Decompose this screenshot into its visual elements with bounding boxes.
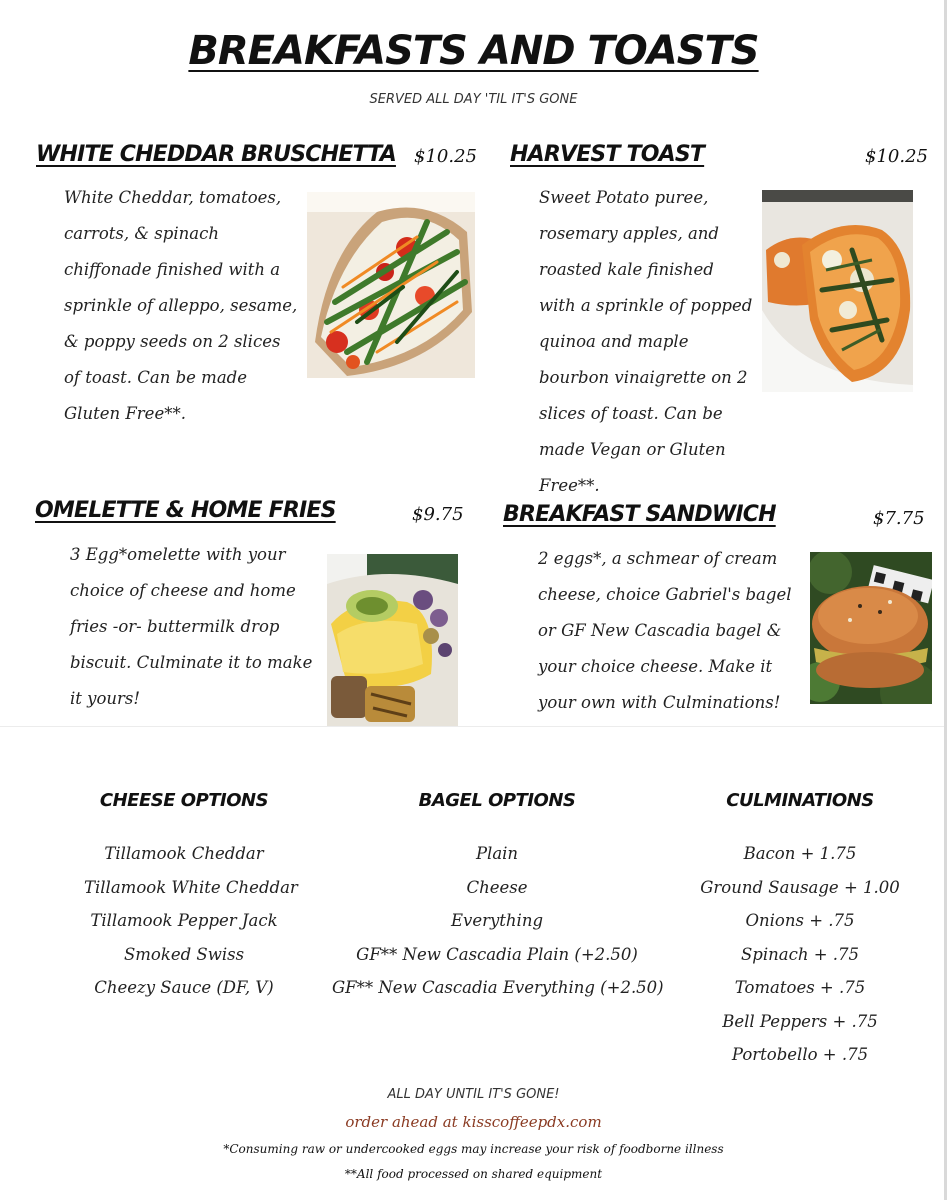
bagel-options-heading: BAGEL OPTIONS [418,790,576,811]
option-item: Ground Sausage + 1.00 [700,877,900,897]
item-desc-bruschetta: White Cheddar, tomatoes, carrots, & spinach chiffonade finished with a sprinkle of alleppo, sesame, & poppy seeds on 2 slices of toast. Can be made Gluten Free**. [64,188,298,423]
option-item: Tillamook White Cheddar [84,877,298,897]
option-item: GF** New Cascadia Everything (+2.50) [332,978,664,997]
item-name-sandwich: BREAKFAST SANDWICH [503,502,776,527]
option-item: Bacon + 1.75 [743,844,857,863]
menu-subtitle: SERVED ALL DAY 'TIL IT'S GONE [369,92,578,107]
item-desc-harvest: Sweet Potato puree, rosemary apples, and roasted kale finished with a sprinkle of popped quinoa and maple bourbon vinaigrette on 2 slices of toast. Can be made Vegan or Gluten Free**. [539,188,753,495]
item-price-sandwich: $7.75 [873,508,925,529]
item-price-omelette: $9.75 [412,504,464,525]
menu-title: BREAKFASTS AND TOASTS [188,28,759,74]
sandwich-photo [810,552,932,704]
eggs-warning: *Consuming raw or undercooked eggs may increase your risk of foodborne illness [223,1142,724,1156]
option-item: Plain [475,844,519,863]
item-desc-omelette: 3 Egg*omelette with your choice of cheese and home fries -or- buttermilk drop biscuit. Culminate it to make it yours! [70,545,313,708]
section-divider [0,726,944,727]
option-item: Spinach + .75 [740,944,860,964]
item-price-harvest: $10.25 [865,146,928,167]
item-desc-sandwich: 2 eggs*, a schmear of cream cheese, choice Gabriel's bagel or GF New Cascadia bagel & your choice cheese. Make it your own with Culminations! [538,549,792,712]
option-item: Onions + .75 [745,911,855,930]
omelette-photo [327,554,458,727]
option-item: Cheese [466,877,528,897]
footer-tagline: ALL DAY UNTIL IT'S GONE! [387,1087,560,1102]
option-item: GF** New Cascadia Plain (+2.50) [356,944,638,964]
option-item: Smoked Swiss [123,944,245,964]
order-ahead-link[interactable]: order ahead at kisscoffeepdx.com [345,1113,602,1131]
option-item: Tillamook Cheddar [104,844,264,863]
option-item: Tillamook Pepper Jack [90,911,278,930]
item-name-harvest: HARVEST TOAST [510,142,705,167]
cheese-options-heading: CHEESE OPTIONS [99,790,269,811]
shared-equipment-note: **All food processed on shared equipment [344,1167,603,1181]
item-name-bruschetta: WHITE CHEDDAR BRUSCHETTA [36,142,396,167]
harvest-toast-photo [762,190,913,392]
culminations [700,790,900,1072]
option-item: Everything [450,911,544,930]
culminations-heading: CULMINATIONS [726,790,874,811]
option-item: Cheezy Sauce (DF, V) [94,978,274,997]
item-price-bruschetta: $10.25 [414,146,477,167]
item-name-omelette: OMELETTE & HOME FRIES [35,498,336,523]
cheese-options [84,790,298,1005]
bruschetta-photo [307,192,475,378]
option-item: Bell Peppers + .75 [722,1011,878,1031]
option-item: Portobello + .75 [731,1045,869,1064]
bagel-options [332,790,662,1005]
option-item: Tomatoes + .75 [734,978,866,997]
